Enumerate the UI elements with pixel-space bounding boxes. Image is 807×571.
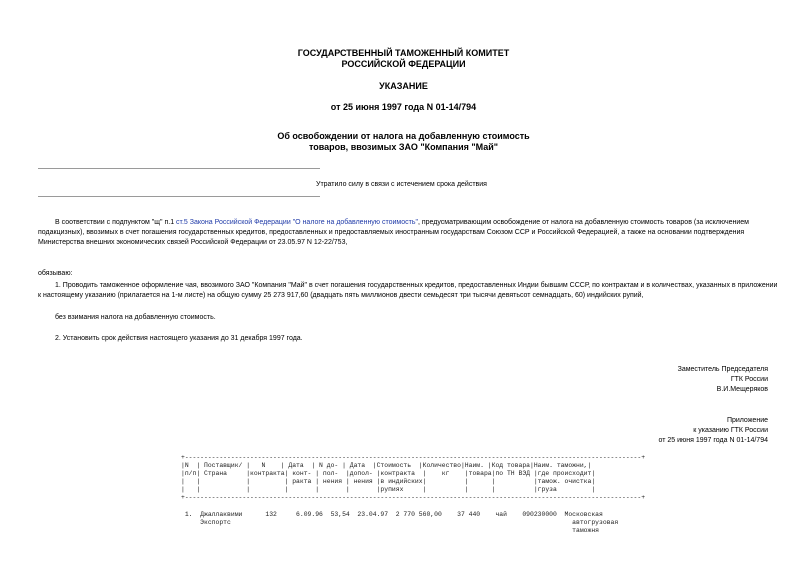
obligate-text: обязываю:	[38, 270, 73, 277]
appendix-reference: к указанию ГТК России	[693, 427, 768, 434]
item-2-paragraph: 2. Установить срок действия настоящего указания до 31 декабря 1997 года.	[55, 335, 303, 342]
item-1-paragraph: 1. Проводить таможенное оформление чая, ввозимого ЗАО "Компания "Май" в счет погашения государственных кредитов, предоставленных Индии бывшим СССР, по контрактам и в количествах, указанных в приложении к настоящему указанию (прилагается на 1-м листе) на общую сумму 25 273 917,60 (двадцать пять миллионов двести семьдесят три тысячи девятьсот семнадцать, 60) индийских рупий,	[38, 282, 778, 299]
signature-title: Заместитель Председателя	[677, 366, 768, 373]
signature-organization: ГТК России	[730, 376, 768, 383]
signature-name: В.И.Мещеряков	[716, 386, 768, 393]
document-date-number: от 25 июня 1997 года N 01-14/794	[330, 102, 477, 112]
document-type: УКАЗАНИЕ	[379, 81, 428, 91]
document-subject-line1: Об освобождении от налога на добавленную стоимость	[277, 131, 530, 141]
appendix-title: Приложение	[726, 417, 768, 424]
org-name-line2: РОССИЙСКОЙ ФЕДЕРАЦИИ	[341, 59, 466, 69]
item-1-continuation: без взимания налога на добавленную стоимость.	[55, 314, 216, 321]
status-note: Утратило силу в связи с истечением срока действия	[316, 181, 487, 188]
divider-bottom	[38, 196, 320, 197]
law-article-link[interactable]: ст.5	[176, 219, 188, 226]
appendix-table: +-----------------------------------------------------------------------------------------------------------------------+ |N | Поставщик/ | N | Дата | N до- | Дата |Стоимость |Количество|Наим. |Код товара|Наим. таможни,| |п/п| Страна |контракта| конт- | пол- |допол- |контракта | кг |товара|по ТН ВЭД |где происходит| | | | | ракта | нения | нения |в индийских| | | |тамож. очистка| | | | | | | |рупиях | | | |груза | +-----------------------------------------------------------------------------------------------------------------------+ 1. Джаллаквими 132 6.09.96 53,54 23.04.97 2 770 560,00 37 440 чай 090230000 Московская Экспортс автогрузовая таможня	[181, 454, 646, 534]
law-link[interactable]: Закона Российской Федерации "О налоге на добавленную стоимость"	[189, 219, 418, 226]
divider-top	[38, 168, 320, 169]
appendix-date-number: от 25 июня 1997 года N 01-14/794	[658, 437, 768, 444]
org-name-line1: ГОСУДАРСТВЕННЫЙ ТАМОЖЕННЫЙ КОМИТЕТ	[297, 48, 510, 58]
preamble-paragraph: В соответствии с подпунктом "щ" п.1 ст.5 Закона Российской Федерации "О налоге на добавленную стоимость", предусматривающим освобождение от налога на добавленную стоимость товаров (за исключением подакцизных), ввозимых в счет погашения государственных кредитов, предоставленных и предоставляемых иностранным государствам Союзом ССР и Российской Федерацией, а также на основании подтверждения Министерства внешних экономических связей Российской Федерации от 23.05.97 N 12-22/753,	[38, 219, 749, 246]
document-subject-line2: товаров, ввозимых ЗАО "Компания "Май"	[308, 142, 499, 152]
